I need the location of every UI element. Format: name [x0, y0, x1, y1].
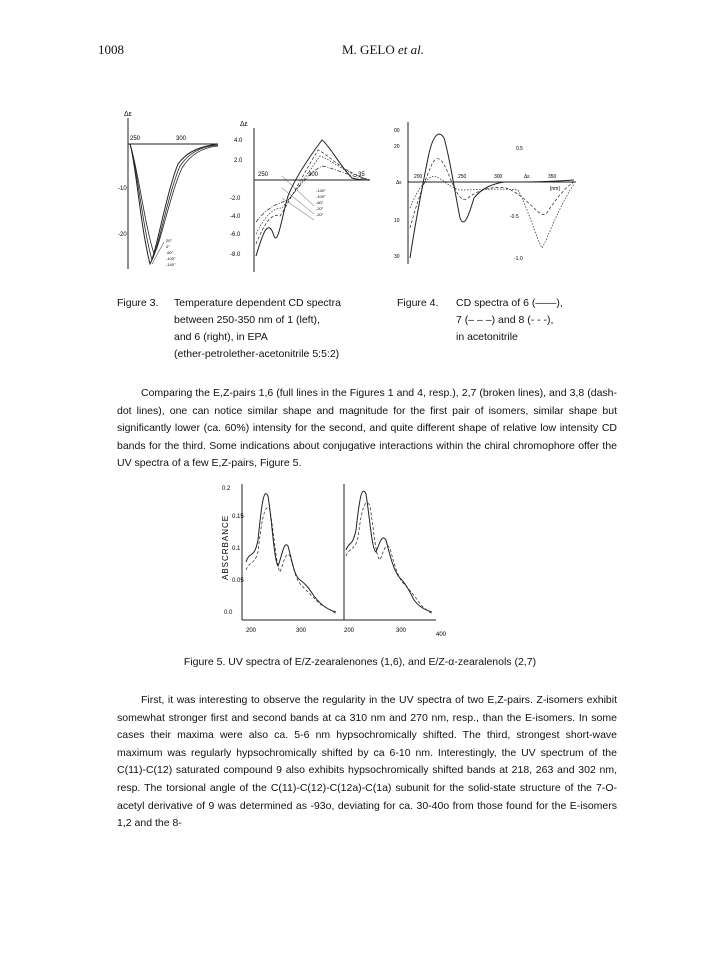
body-paragraph-1	[117, 385, 617, 473]
fig4-ytick-3: 10	[394, 218, 400, 224]
figure4-caption-line: in acetonitrile	[456, 331, 518, 343]
figure4-caption	[397, 295, 617, 349]
figure3-caption-line: between 250-350 nm of 1 (left),	[174, 314, 320, 326]
fig4-xtick-300: 300	[494, 174, 503, 180]
author-suffix: et al.	[397, 42, 424, 57]
fig5-ytick-0.2: 0.2	[222, 486, 231, 492]
paragraph-2-text: First, it was interesting to observe the regularity in the UV spectra of two E,Z-pairs. Z-isomers exhibit somewhat stronger first and second bands at ca 310 nm and 270 nm, resp., than the E-isomers. In some cases their maxima were also ca. 5-6 nm hypsochromically shifted. The third, strongest short-wave maximum was regularly hypsochromically shifted by ca 6-10 nm. Interestingly, the UV spectrum of the C(11)-C(12) saturated compound 9 also exhibits hypsochromically shifted bands at 218, 263 and 302 nm, resp. The torsional angle of the C(11)-C(12)-C(12a)-C(1a) subunit for the solid-state structure of the 7-O-acetyl derivative of 9 was determined as -93o, deviating for ca. 30-40o from those found for the E-isomers 1,2 and the 8-	[117, 694, 617, 830]
fig4-ylabel: Δε	[396, 180, 402, 186]
fig3-left-ytick-m10: -10	[118, 186, 127, 192]
fig3-right-temp-4: -20°	[316, 206, 324, 211]
paragraph-1-text: Comparing the E,Z-pairs 1,6 (full lines in the Figures 1 and 4, resp.), 2,7 (broken lines), and 3,8 (dash-dot lines), one can notice similar shape and magnitude for the first pair of isomers, similar shape but significantly lower (ca. 60%) intensity for the second, and quite different shape of relative low intensity CD bands for the third. Some indications about conjugative interactions within the chiral chromophore offer the UV spectra of a few E,Z-pairs, Figure 5.	[117, 387, 617, 470]
fig4-xtick-200: 200	[414, 174, 423, 180]
fig3-left-ytick-m20: -20	[118, 232, 127, 238]
fig4-right-label-3: -1.0	[514, 256, 523, 262]
fig5-ytick-0.15: 0.15	[232, 514, 244, 520]
figure3-right-panel	[222, 116, 372, 276]
fig4-ytick-2: 20	[394, 144, 400, 150]
figure3-label: Figure 3.	[117, 297, 159, 309]
fig4-right-label-2: -0.5	[510, 214, 519, 220]
fig3-left-xtick-300: 300	[176, 136, 187, 142]
fig5-ytick-0.05: 0.05	[232, 578, 244, 584]
figure4-plot	[388, 118, 578, 268]
fig3-right-ylabel: Δε	[240, 121, 248, 128]
fig3-right-ytick-4: 4.0	[234, 138, 243, 144]
fig4-xtick-250: 250	[458, 174, 467, 180]
fig3-right-xtick-250: 250	[258, 172, 269, 178]
fig4-ytick-4: 30	[394, 254, 400, 260]
running-head-authors	[342, 42, 424, 58]
fig3-left-temp-5: -140°	[166, 262, 176, 267]
fig4-ytick-1: 00	[394, 128, 400, 134]
fig3-right-ytick-2: 2.0	[234, 158, 243, 164]
figure3-left-panel	[118, 104, 228, 274]
figure3-caption-line: (ether-petrolether-acetonitrile 5:5:2)	[174, 348, 340, 360]
fig4-unit: [nm]	[550, 186, 560, 192]
fig4-xtick-350: 350	[548, 174, 557, 180]
page-number: 1008	[98, 42, 124, 57]
figure4-caption-line: 7 (– – –) and 8 (- - -),	[456, 314, 554, 326]
fig3-right-xtick-300: 300	[308, 172, 319, 178]
fig3-left-xtick-250: 250	[130, 136, 141, 142]
fig5-xtick-right-300: 300	[396, 628, 407, 634]
fig3-right-temp-3: -60°	[316, 200, 324, 205]
figure4-label: Figure 4.	[397, 297, 439, 309]
fig4-right-label-1: 0.5	[516, 146, 523, 152]
fig3-right-ytick-m6: -6.0	[230, 232, 241, 238]
fig5-xtick-right-400: 400	[436, 632, 447, 638]
fig3-left-temp-1: 20°	[166, 238, 173, 243]
fig5-xtick-left-200: 200	[246, 628, 257, 634]
fig5-ylabel: ABSCRBANCE	[221, 514, 230, 580]
figure5-caption: Figure 5. UV spectra of E/Z-zearalenones (1,6), and E/Z-α-zearalenols (2,7)	[183, 656, 537, 668]
fig4-delta-label: Δε	[524, 174, 530, 180]
author-name: M. GELO	[342, 42, 395, 57]
figure3-caption	[117, 295, 387, 365]
fig5-xtick-left-300: 300	[296, 628, 307, 634]
fig5-xtick-right-200: 200	[344, 628, 355, 634]
fig3-right-ytick-m2: -2.0	[230, 196, 241, 202]
figure4-caption-line: CD spectra of 6 (——),	[456, 297, 563, 309]
fig3-left-ylabel: Δε	[124, 111, 132, 118]
fig3-right-temp-1: -140°	[316, 188, 326, 193]
body-paragraph-2	[117, 692, 617, 833]
figure3-caption-line: Temperature dependent CD spectra	[174, 297, 341, 309]
fig5-ytick-0.1: 0.1	[232, 546, 241, 552]
fig3-right-ytick-m4: -4.0	[230, 214, 241, 220]
fig3-left-temp-2: 0°	[166, 244, 170, 249]
fig3-right-temp-2: -100°	[316, 194, 326, 199]
fig5-ytick-0.0: 0.0	[224, 610, 233, 616]
figure5-plot	[210, 480, 450, 650]
figure3-caption-line: and 6 (right), in EPA	[174, 331, 268, 343]
fig3-right-ytick-m8: -8.0	[230, 252, 241, 258]
fig3-right-xtick-35: 35	[358, 172, 365, 178]
fig3-right-temp-5: -20°	[316, 212, 324, 217]
fig3-left-temp-4: -100°	[166, 256, 176, 261]
fig3-left-temp-3: -60°	[166, 250, 174, 255]
